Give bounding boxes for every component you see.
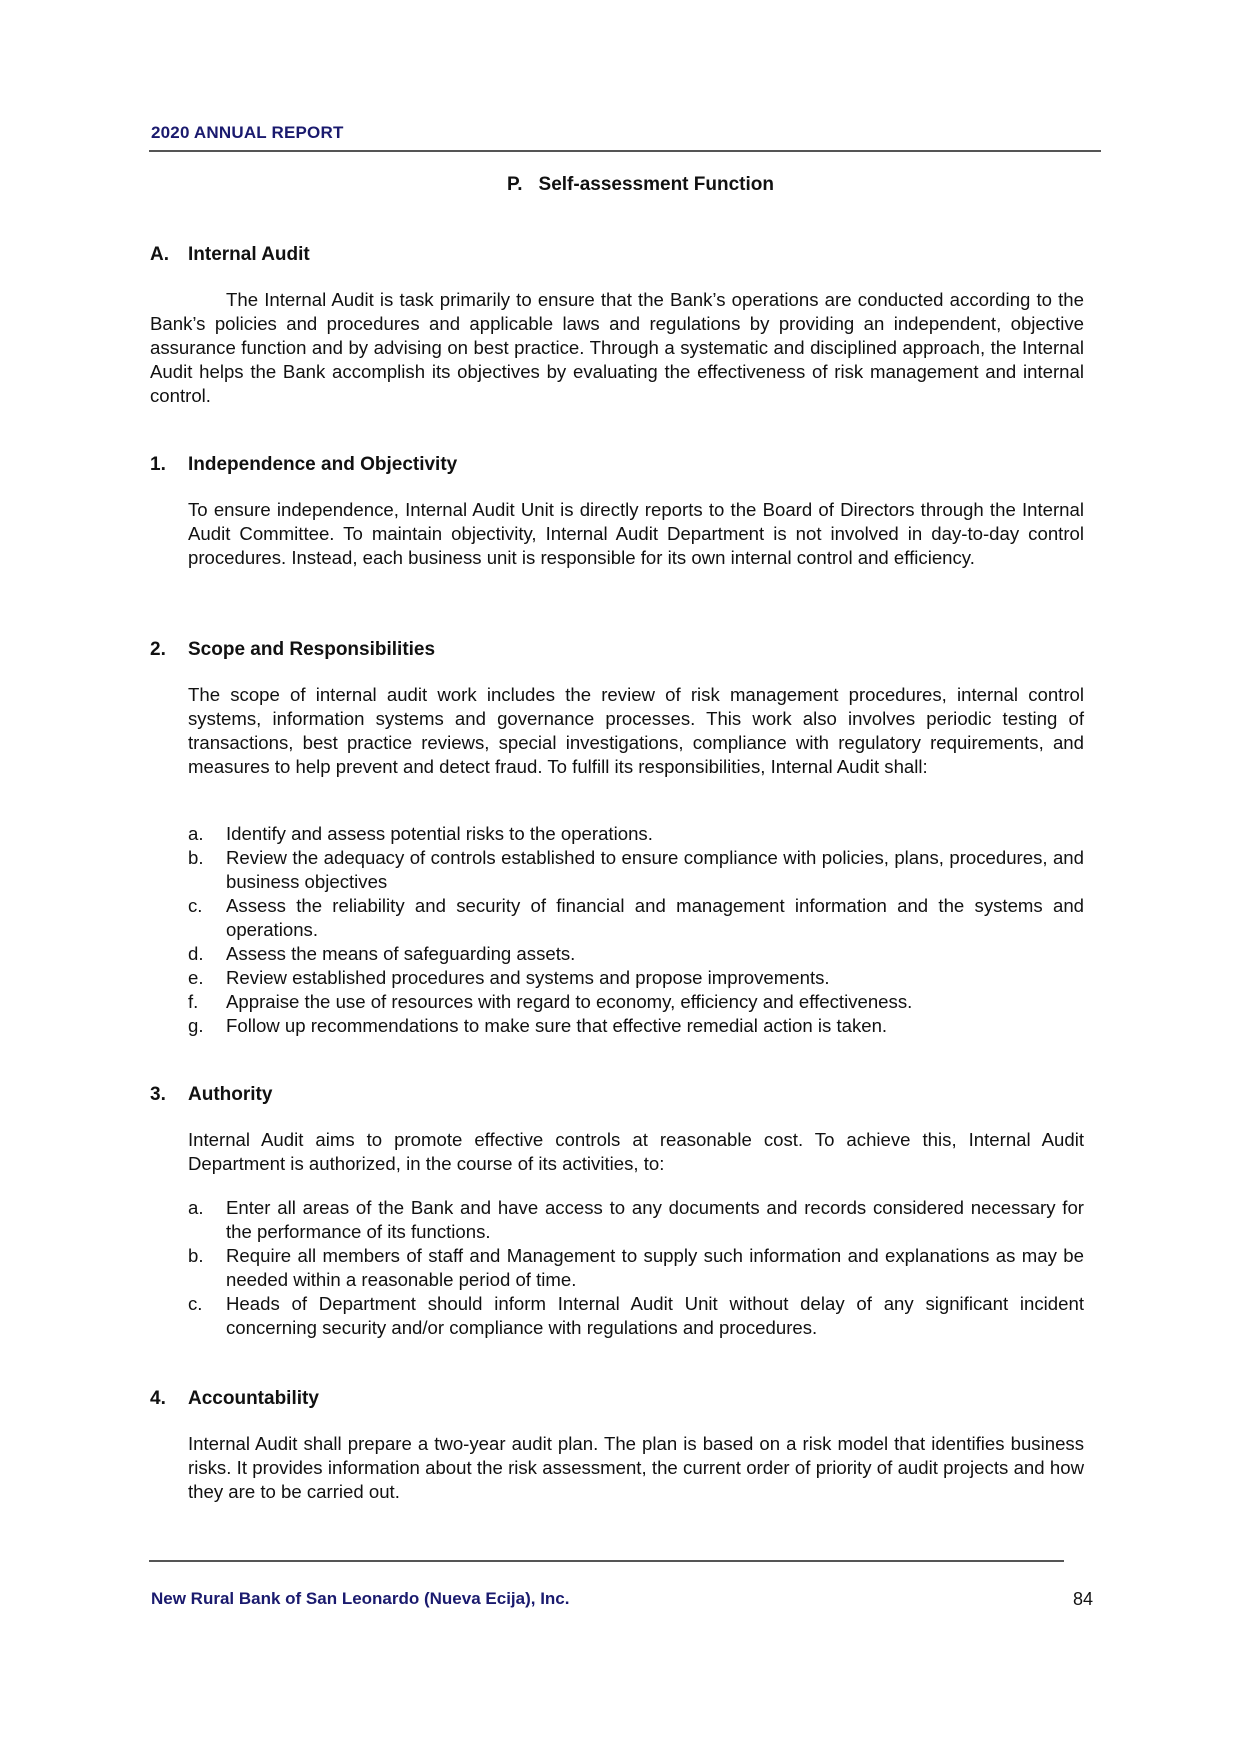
list-item [188, 966, 1084, 990]
list-item [188, 990, 1084, 1014]
list-text: Require all members of staff and Management to supply such information and explanations as may be needed within a reasonable period of time. [226, 1245, 1084, 1290]
list-text: Review the adequacy of controls established to ensure compliance with policies, plans, procedures, and business objectives [226, 847, 1084, 892]
list-text: Enter all areas of the Bank and have access to any documents and records considered necessary for the performance of its functions. [226, 1197, 1084, 1242]
section-title-text: Self-assessment Function [538, 174, 774, 195]
list-label: c. [188, 1293, 203, 1314]
page-number: 84 [1073, 1589, 1094, 1609]
item-number: 4. [150, 1388, 166, 1409]
list-text: Appraise the use of resources with regard to economy, efficiency and effectiveness. [226, 991, 913, 1012]
list-item [188, 1014, 1084, 1038]
list-label: f. [188, 991, 199, 1012]
list-label: d. [188, 943, 204, 964]
list-text: Assess the means of safeguarding assets. [226, 943, 576, 964]
subsection-intro: The Internal Audit is task primarily to ensure that the Bank’s operations are conducted according to the Bank’s policies and procedures and applicable laws and regulations by providing an independent, objective assurance function and by advising on best practice. Through a systematic and disciplined approach, the Internal Audit helps the Bank accomplish its objectives by evaluating the effectiveness of risk management and internal control. [150, 289, 1084, 406]
item-body-4: Internal Audit shall prepare a two-year audit plan. The plan is based on a risk model that identifies business risks. It provides information about the risk assessment, the current order of priority of audit projects and how they are to be carried out. [188, 1433, 1084, 1502]
item-heading-1 [150, 454, 457, 476]
list-item [188, 846, 1084, 894]
item-body-2: The scope of internal audit work includes the review of risk management procedures, internal control systems, information systems and governance processes. This work also involves periodic testing of transactions, best practice reviews, special investigations, compliance with regulatory requirements, and measures to help prevent and detect fraud. To fulfill its responsibilities, Internal Audit shall: [188, 684, 1084, 777]
item-number: 1. [150, 454, 166, 475]
item-number: 2. [150, 639, 166, 660]
list-text: Identify and assess potential risks to the operations. [226, 823, 653, 844]
list-text: Assess the reliability and security of financial and management information and the systems and operations. [226, 895, 1084, 940]
item-title: Scope and Responsibilities [188, 639, 436, 660]
item-heading-3 [150, 1084, 272, 1106]
subsection-heading [150, 244, 310, 266]
section-title [0, 174, 1241, 196]
item-body-1: To ensure independence, Internal Audit Unit is directly reports to the Board of Directors through the Internal Audit Committee. To maintain objectivity, Internal Audit Department is not involved in day-to-day control procedures. Instead, each business unit is responsible for its own internal control and efficiency. [188, 499, 1084, 568]
list-label: a. [188, 823, 204, 844]
list-text: Heads of Department should inform Internal Audit Unit without delay of any significant incident concerning security and/or compliance with regulations and procedures. [226, 1293, 1084, 1338]
list-label: c. [188, 895, 203, 916]
list-label: b. [188, 847, 204, 868]
item-title: Authority [188, 1084, 273, 1105]
item-body-3: Internal Audit aims to promote effective controls at reasonable cost. To achieve this, Internal Audit Department is authorized, in the course of its activities, to: [188, 1129, 1084, 1174]
list-item [188, 942, 1084, 966]
list-label: e. [188, 967, 204, 988]
section-number: P. [507, 174, 523, 195]
item-number: 3. [150, 1084, 166, 1105]
header-divider [149, 150, 1101, 152]
list-item [188, 1292, 1084, 1340]
list-item [188, 1196, 1084, 1244]
footer-organization: New Rural Bank of San Leonardo (Nueva Ecija), Inc. [151, 1589, 570, 1608]
item-heading-4 [150, 1388, 319, 1410]
list-text: Follow up recommendations to make sure that effective remedial action is taken. [226, 1015, 888, 1036]
list-label: b. [188, 1245, 204, 1266]
authority-list [188, 1196, 1084, 1340]
list-label: g. [188, 1015, 204, 1036]
responsibilities-list [188, 822, 1084, 1038]
item-title: Accountability [188, 1388, 319, 1409]
list-item [188, 822, 1084, 846]
report-header: 2020 ANNUAL REPORT [151, 123, 344, 142]
item-heading-2 [150, 639, 435, 661]
list-label: a. [188, 1197, 204, 1218]
subsection-title: Internal Audit [188, 244, 310, 265]
subsection-number: A. [150, 244, 169, 265]
list-text: Review established procedures and systems and propose improvements. [226, 967, 830, 988]
list-item [188, 1244, 1084, 1292]
list-item [188, 894, 1084, 942]
item-title: Independence and Objectivity [188, 454, 458, 475]
footer-divider [149, 1560, 1064, 1562]
